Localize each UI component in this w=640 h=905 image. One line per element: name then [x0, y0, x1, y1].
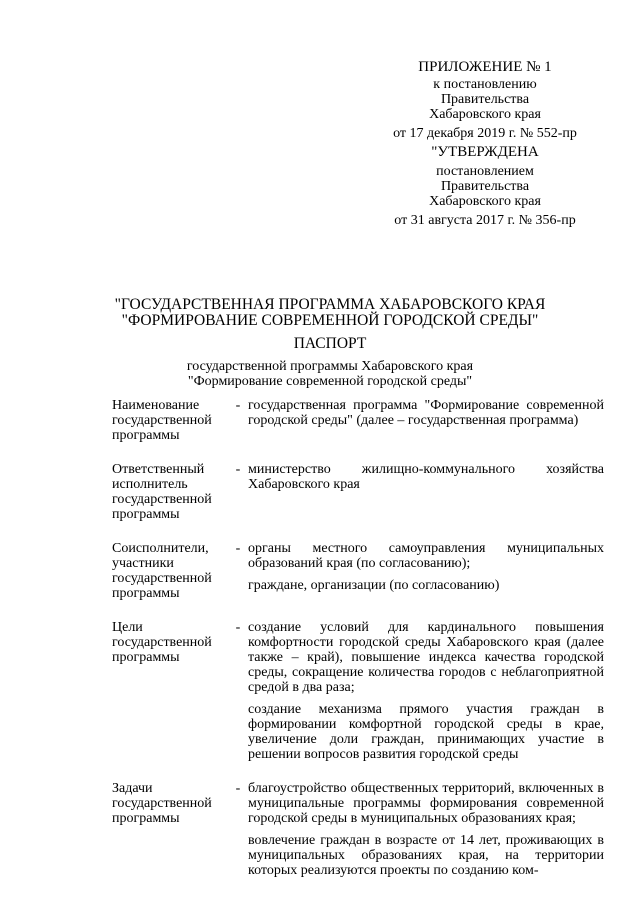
- passport-row-goals: [112, 620, 608, 762]
- row-label: Соисполнители, участники государственной программы: [112, 541, 212, 601]
- resolution-ref-2: постановлением: [436, 164, 534, 179]
- passport-heading: ПАСПОРТ: [293, 335, 367, 352]
- row-label: Задачи государственной программы: [112, 781, 212, 826]
- row-paragraph: создание механизма прямого участия граждан в формировании комфортной городской среды в крае, увеличение доли граждан, принимающих участие в решении вопросов развития городской среды: [248, 702, 604, 762]
- row-dash: -: [235, 462, 241, 477]
- government-ref: Правительства: [440, 92, 530, 107]
- approved-label: "УТВЕРЖДЕНА: [431, 144, 539, 160]
- row-paragraph: органы местного самоуправления муниципальных образований края (по согласованию);: [248, 541, 604, 571]
- passport-subtitle-line-2: "Формирование современной городской среды": [187, 374, 473, 389]
- row-value: [248, 620, 604, 762]
- region-ref: Хабаровского края: [429, 107, 541, 122]
- government-ref-2: Правительства: [440, 179, 530, 194]
- passport-row-tasks: [112, 781, 608, 878]
- row-paragraph: создание условий для кардинального повышения комфортности городской среды Хабаровского края (далее также – край), повышение индекса качества городской среды, сокращение количества городов с неблагоприятной средой в два раза;: [248, 620, 604, 695]
- row-paragraph: министерство жилищно-коммунального хозяйства Хабаровского края: [248, 462, 604, 492]
- row-paragraph: вовлечение граждан в возрасте от 14 лет, проживающих в муниципальных образованиях края, на территории которых реализуются проекты по созданию ком-: [248, 833, 604, 878]
- resolution-ref: к постановлению: [433, 77, 537, 92]
- passport-row-coexecutors: [112, 541, 608, 601]
- approval-stamp-block: [360, 60, 610, 228]
- row-paragraph: государственная программа "Формирование современной городской среды" (далее – государственная программа): [248, 398, 604, 428]
- row-label: Наименование государственной программы: [112, 398, 212, 443]
- row-dash: -: [235, 541, 241, 556]
- resolution-date-number-2: от 31 августа 2017 г. № 356-пр: [394, 213, 576, 228]
- row-label: Ответственный исполнитель государственной программы: [112, 462, 212, 522]
- row-dash: -: [235, 620, 241, 635]
- row-dash: -: [235, 781, 241, 796]
- row-dash: -: [235, 398, 241, 413]
- region-ref-2: Хабаровского края: [429, 194, 541, 209]
- resolution-date-number: от 17 декабря 2019 г. № 552-пр: [393, 126, 577, 141]
- row-value: [248, 541, 604, 593]
- passport-row-name: [112, 398, 608, 443]
- row-value: [248, 462, 604, 492]
- row-value: [248, 398, 604, 428]
- passport-row-executor: [112, 462, 608, 522]
- program-title-line-1: "ГОСУДАРСТВЕННАЯ ПРОГРАММА ХАБАРОВСКОГО КРАЯ: [114, 296, 546, 313]
- passport-table: [112, 398, 608, 897]
- appendix-label: ПРИЛОЖЕНИЕ № 1: [418, 59, 552, 75]
- document-title-block: [100, 297, 560, 389]
- row-value: [248, 781, 604, 878]
- row-label: Цели государственной программы: [112, 620, 212, 665]
- passport-subtitle-line-1: государственной программы Хабаровского края: [186, 359, 474, 374]
- row-paragraph: благоустройство общественных территорий, включенных в муниципальные программы формирования современной городской среды в муниципальных образованиях края;: [248, 781, 604, 826]
- row-paragraph: граждане, организации (по согласованию): [248, 578, 500, 593]
- program-title-line-2: "ФОРМИРОВАНИЕ СОВРЕМЕННОЙ ГОРОДСКОЙ СРЕДЫ": [121, 312, 539, 329]
